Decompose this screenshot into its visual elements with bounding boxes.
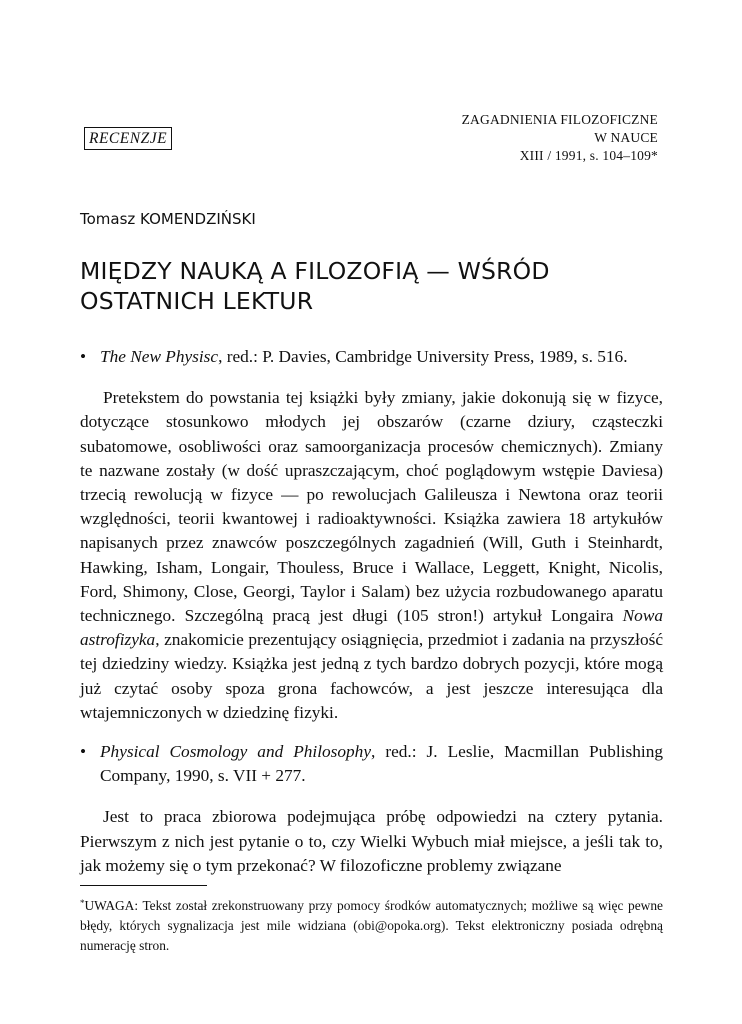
book-title: The New Physisc — [100, 347, 219, 366]
book-entry-text — [100, 345, 663, 369]
author-name: Tomasz KOMENDZIŃSKI — [80, 210, 256, 228]
journal-subname: W NAUCE — [594, 130, 658, 145]
review-paragraph-1 — [80, 386, 663, 725]
article-title-line1: MIĘDZY NAUKĄ A FILOZOFIĄ — WŚRÓD — [80, 257, 550, 285]
book-entry-2 — [80, 740, 663, 788]
bullet-icon: • — [80, 347, 87, 366]
bullet-icon: • — [80, 742, 87, 762]
review-paragraph-2: Jest to praca zbiorowa podejmująca próbę odpowiedzi na cztery pytania. Pierwszym z nich jest pytanie o to, czy Wielki Wybuch miał miejsce, a jeśli tak to, jak możemy się o tym przekonać? W filozoficzne problemy związane — [80, 807, 663, 875]
book-title: Physical Cosmology and Philosophy — [100, 742, 371, 762]
footnote-divider — [80, 885, 207, 886]
article-title — [80, 256, 640, 316]
section-label: RECENZJE — [84, 127, 172, 150]
book-entry-text — [100, 740, 663, 788]
footnote-marker: * — [80, 898, 85, 908]
article-body — [80, 345, 663, 878]
paragraph-text-end: , znakomicie prezentujący osiągnięcia, przedmiot i zadania na przyszłość tej dziedziny wiedzy. Książka jest jedną z tych bardzo dobrych pozycji, które mogą już czytać osoby spoza grona fachowców, a jest jeszcze interesująca dla wtajemniczonych w dziedzinę fizyki. — [80, 630, 663, 722]
journal-name: ZAGADNIENIA FILOZOFICZNE — [461, 112, 658, 127]
journal-issue: XIII / 1991, s. 104–109* — [519, 148, 658, 163]
article-title-line2: OSTATNICH LEKTUR — [80, 287, 314, 315]
book-details: , red.: P. Davies, Cambridge University Press, 1989, s. 516. — [218, 347, 628, 366]
book-entry-1 — [80, 345, 663, 369]
journal-header — [318, 111, 658, 165]
footnote — [80, 893, 663, 956]
article-title-mention: Nowa astrofizyka — [80, 606, 663, 650]
book-details: , red.: J. Leslie, Macmillan Publishing Company, 1990, s. VII + 277. — [100, 742, 663, 786]
paragraph-text: Pretekstem do powstania tej książki były zmiany, jakie dokonują się w fizyce, dotyczące stosunkowo młodych jej obszarów (czarne dziury, cząsteczki subatomowe, osobliwości oraz samoorganizacja procesów chemicznych). Zmiany te nazwane zostały (w dość upraszczającym, choć poglądowym wstępie Daviesa) trzecią rewolucją w fizyce — po rewolucjach Galileusza i Newtona oraz teorii względności, teorii kwantowej i radioaktywności. Książka zawiera 18 artykułów napisanych przez znawców poszczególnych zagadnień (Will, Guth i Steinhardt, Hawking, Isham, Longair, Thouless, Bruce i Wallace, Leggett, Knight, Nicolis, Ford, Shimony, Close, Georgi, Taylor i Salam) bez użycia rozbudowanego aparatu technicznego. Szczególną pracą jest długi (105 stron!) artykuł Longaira — [80, 388, 663, 626]
footnote-text: UWAGA: Tekst został zrekonstruowany przy pomocy środków automatycznych; możliwe są więc pewne błędy, których sygnalizacja jest mile widziana (obi@opoka.org). Tekst elektroniczny posiada odrębną numerację stron. — [80, 898, 663, 953]
